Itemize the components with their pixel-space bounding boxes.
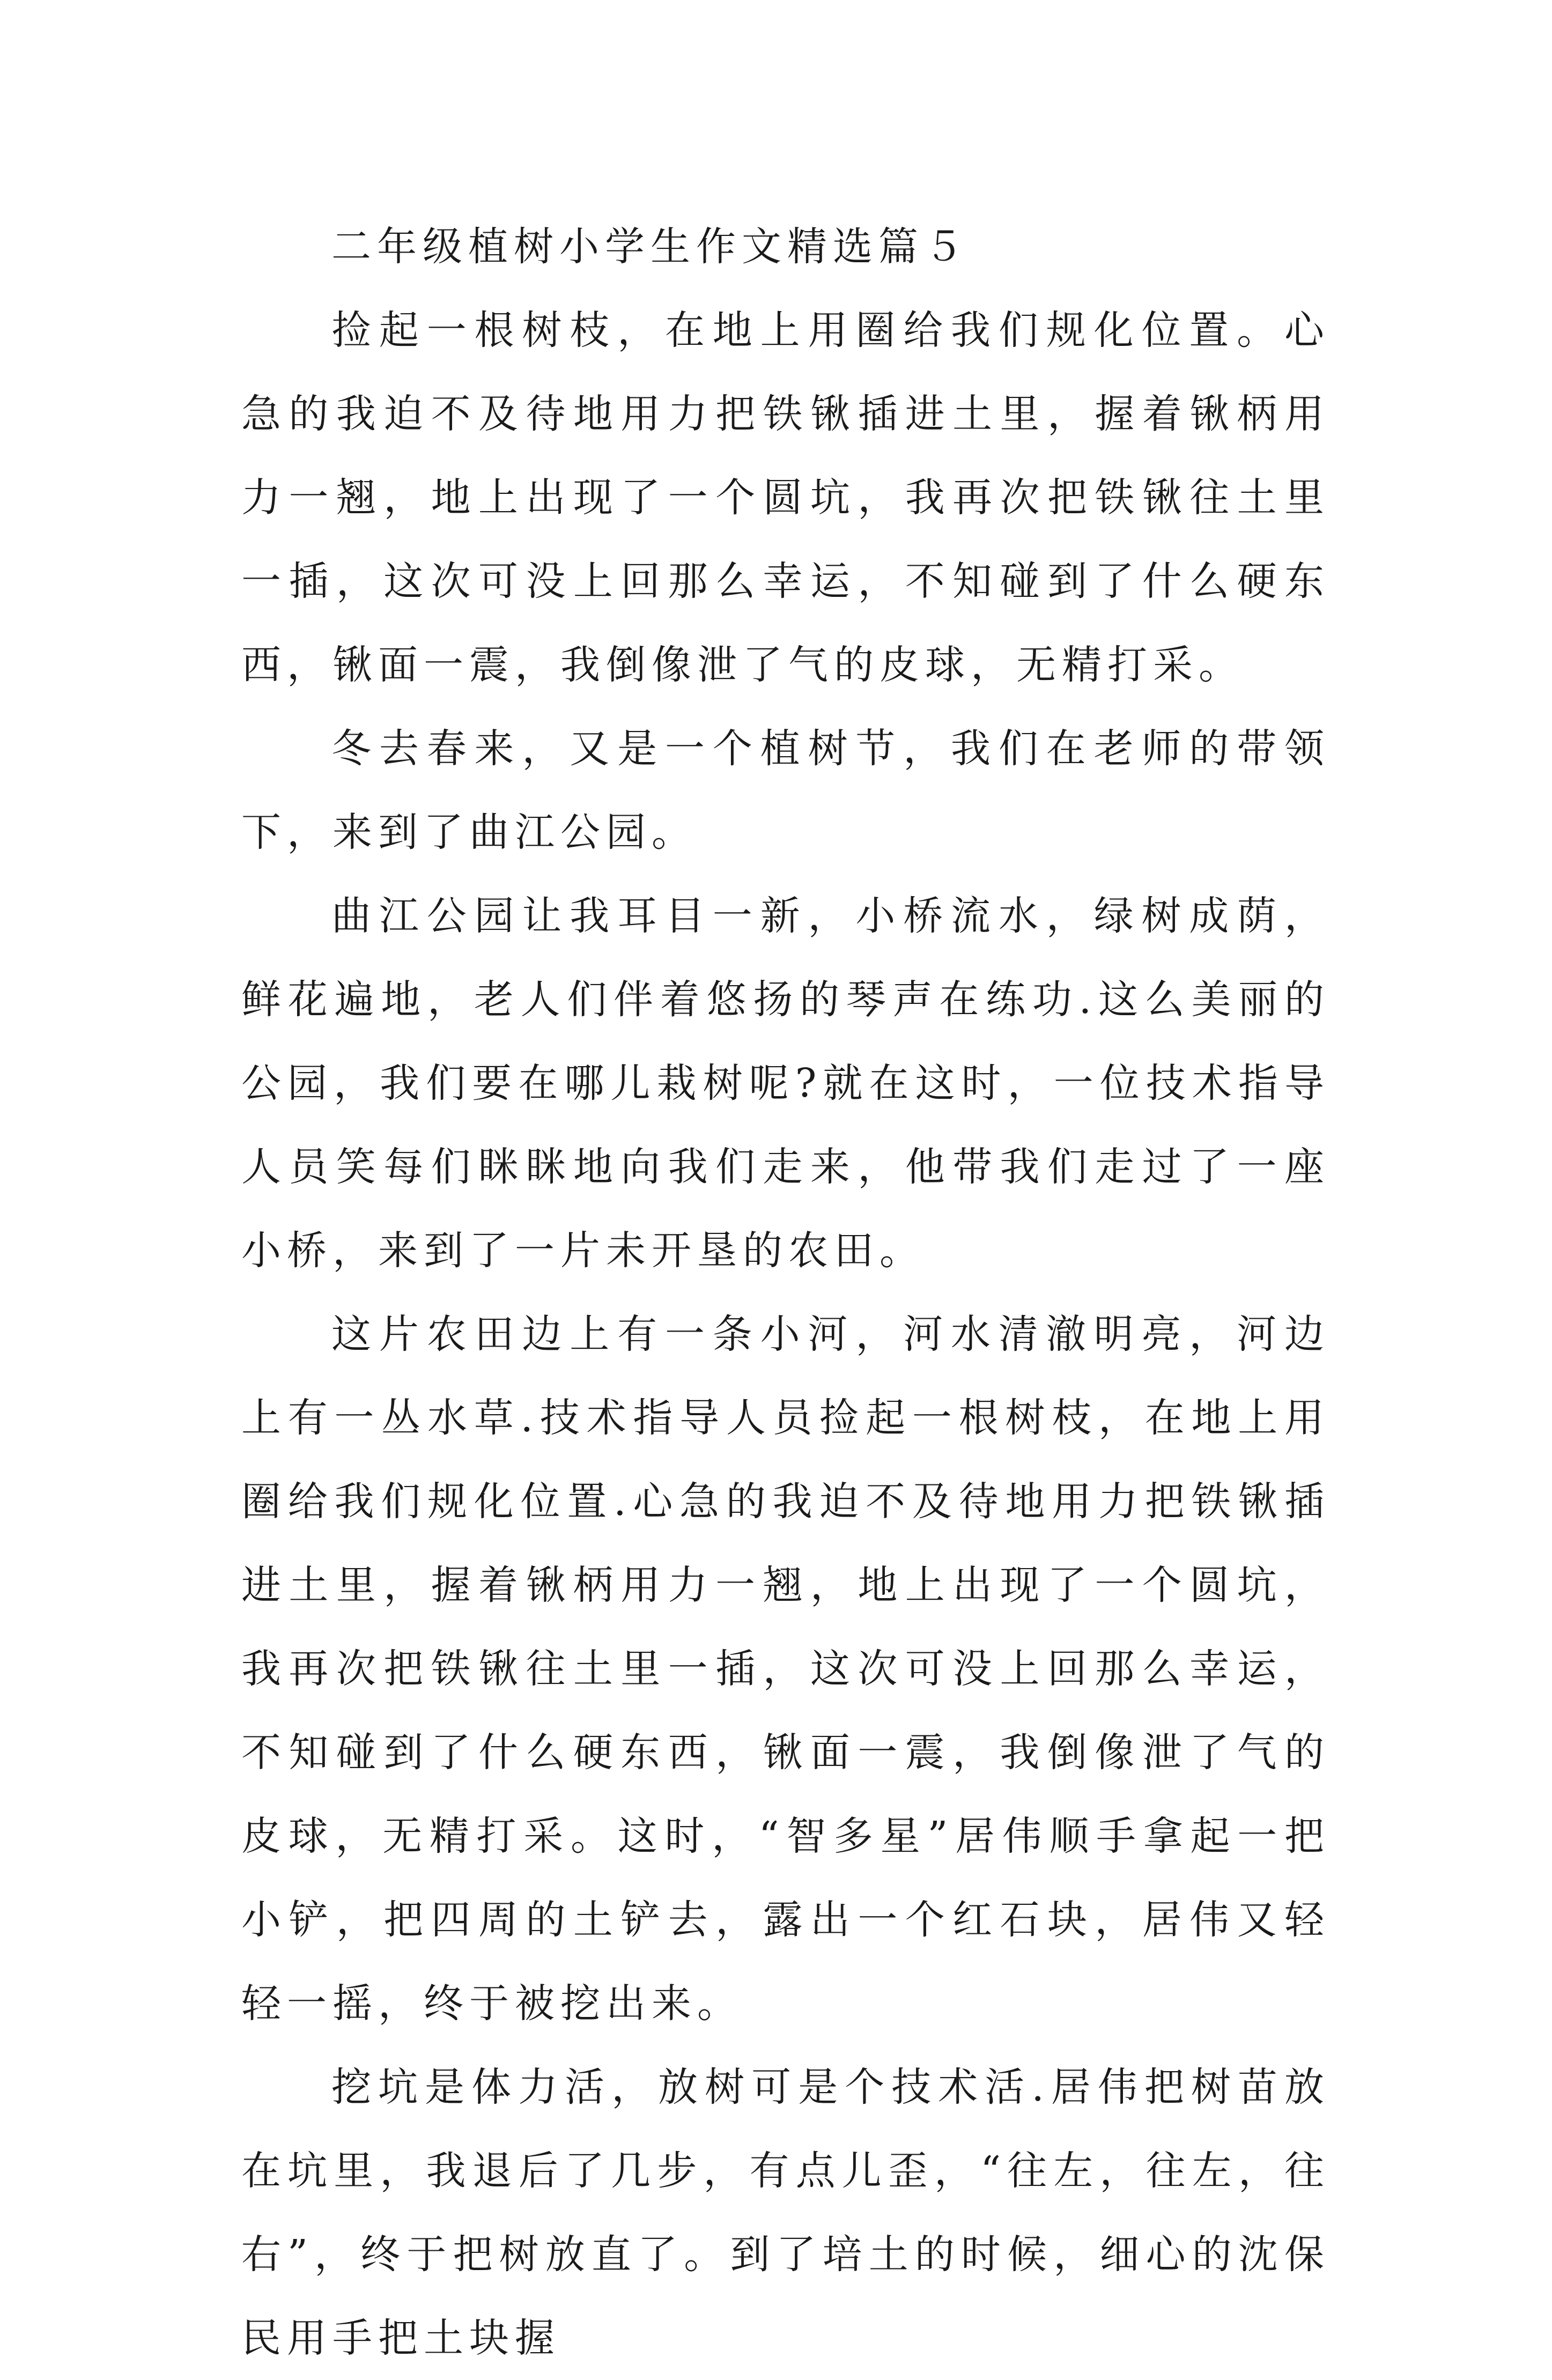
paragraph: 挖坑是体力活，放树可是个技术活.居伟把树苗放在坑里，我退后了几步，有点儿歪，“往左，往左，往右”，终于把树放直了。到了培土的时候，细心的沈保民用手把土块握 bbox=[241, 2064, 1330, 2361]
paragraph: 这片农田边上有一条小河，河水清澈明亮，河边上有一丛水草.技术指导人员捡起一根树枝，在地上用圈给我们规化位置.心急的我迫不及待地用力把铁锹插进土里，握着锹柄用力一翘，地上出现了一个圆坑，我再次把铁锹往土里一插，这次可没上回那么幸运，不知碰到了什么硬东西，锹面一震，我倒像泄了气的皮球，无精打采。这时，“智多星”居伟顺手拿起一把小铲，把四周的土铲去，露出一个红石块，居伟又轻轻一摇，终于被挖出来。 bbox=[241, 1311, 1330, 2027]
paragraph: 捡起一根树枝，在地上用圈给我们规化位置。心急的我迫不及待地用力把铁锹插进土里，握着锹柄用力一翘，地上出现了一个圆坑，我再次把铁锹往土里一插，这次可没上回那么幸运，不知碰到了什么硬东西，锹面一震，我倒像泄了气的皮球，无精打采。 bbox=[241, 307, 1330, 688]
paragraph: 曲江公园让我耳目一新，小桥流水，绿树成荫，鲜花遍地，老人们伴着悠扬的琴声在练功.这么美丽的公园，我们要在哪儿栽树呢?就在这时，一位技术指导人员笑每们眯眯地向我们走来，他带我们走过了一座小桥，来到了一片未开垦的农田。 bbox=[241, 893, 1330, 1274]
document-title: 二年级植树小学生作文精选篇５ bbox=[331, 224, 970, 270]
document-page bbox=[241, 205, 1330, 2361]
paragraph: 冬去春来，又是一个植树节，我们在老师的带领下，来到了曲江公园。 bbox=[241, 726, 1330, 855]
